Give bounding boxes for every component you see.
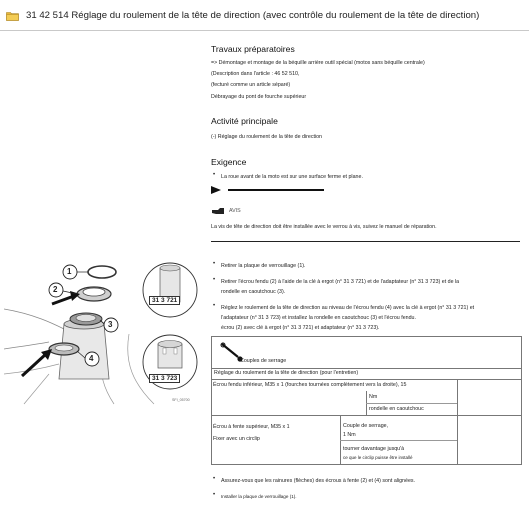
torque-table-header-cell (211, 336, 522, 369)
section-divider (211, 241, 520, 242)
step-3-cont2: écrou (2) avec clé à ergot (n° 31 3 721) et adaptateur (n° 31 3 723). (221, 325, 380, 331)
row-1-divider-right (457, 379, 458, 416)
row-2-divider-right (457, 415, 458, 465)
prep-line-4: Débrayage du pont de fourche supérieur (211, 94, 307, 100)
play-arrow-icon (211, 186, 221, 194)
requirement-bullet: La roue avant de la moto est sur une surface ferme et plane. (221, 174, 363, 180)
warning-text: La vis de tête de direction doit être installée avec le verrou à vis, suivez le manuel de réparation. (211, 224, 437, 230)
torque-row-2-note-2: ce que le circlip puisse être installé (343, 455, 413, 460)
page-header (4, 8, 524, 26)
step-2: Retirer l'écrou fendu (2) à l'aide de la clé à ergot (n° 31 3 721) et de l'adaptateur (n° 31 3 723) et de la (221, 279, 460, 285)
diagram-caption: SFI_05700 (172, 398, 190, 402)
torque-row-1-value: Nm (369, 394, 378, 400)
header-divider (0, 30, 529, 31)
callout-4: 4 (89, 354, 94, 363)
torque-row-1-note: rondelle en caoutchouc (369, 406, 424, 412)
torque-row-2-label-2: Fixer avec un circlip (213, 436, 260, 442)
row-2-inner-rule (340, 440, 457, 441)
step-3: Réglez le roulement de la tête de direction au niveau de l'écrou fendu (4) avec la clé à ergot (n° 31 3 721) et (221, 305, 475, 311)
bullet-icon: • (213, 172, 216, 178)
torque-table-subheader: Réglage du roulement de la tête de direction (pour l'entretien) (214, 370, 359, 376)
requirement-rule (228, 189, 324, 191)
main-activity-line: (-) Réglage du roulement de la tête de direction (211, 134, 323, 140)
steering-head-diagram (4, 254, 201, 407)
final-step-2: Installer la plaque de verrouillage (1). (221, 494, 297, 499)
prep-line-1: => Démontage et montage de la béquille arrière outil spécial (motos sans béquille centrale) (211, 60, 425, 66)
warning-label: AVIS (229, 208, 241, 214)
torque-table (211, 336, 522, 465)
torque-row-1-label: Écrou fendu inférieur, M35 x 1 (fourches tournées complètement vers la droite), 15 (213, 382, 407, 388)
bullet-icon: • (213, 492, 216, 498)
callout-2: 2 (53, 285, 58, 294)
page-title: 31 42 514 Réglage du roulement de la tête de direction (avec contrôle du roulement de la tête de direction) (26, 10, 480, 21)
bullet-icon: • (213, 277, 216, 283)
main-activity-heading: Activité principale (211, 116, 278, 126)
torque-row-2-note: tourner davantage jusqu'à (343, 446, 405, 452)
prep-heading: Travaux préparatoires (211, 44, 295, 54)
bullet-icon: • (213, 476, 216, 482)
hand-warning-icon (212, 207, 226, 215)
step-2-cont: rondelle en caoutchouc (3). (221, 289, 286, 295)
torque-row-2-value: Couple de serrage, (343, 423, 389, 429)
diagram-drawing (4, 254, 201, 407)
tool-label-top: 31 3 721 (149, 296, 180, 305)
row-1-inner-rule (366, 403, 457, 404)
torque-row-2-value-2: 1 Nm (343, 432, 356, 438)
step-1: Retirer la plaque de verrouillage (1). (221, 263, 306, 269)
requirement-heading: Exigence (211, 157, 247, 167)
callout-3: 3 (108, 320, 113, 329)
prep-line-2: (Description dans l'article : 46 52 510, (211, 71, 300, 77)
callout-1: 1 (67, 267, 72, 276)
tool-label-bottom: 31 3 723 (149, 374, 180, 383)
folder-icon (6, 11, 19, 21)
final-step-1: Assurez-vous que les rainures (flèches) des écrous à fente (2) et (4) sont alignées. (221, 478, 416, 484)
step-3-cont: l'adaptateur (n° 31 3 723) et installez la rondelle en caoutchouc (3) et l'écrou fendu. (221, 315, 416, 321)
torque-table-title: Couples de serrage (240, 358, 287, 364)
prep-line-3: (fecturé comme un article séparé) (211, 82, 291, 88)
bullet-icon: • (213, 261, 216, 267)
bullet-icon: • (213, 303, 216, 309)
torque-row-2-label: Écrou à fente supérieur, M35 x 1 (213, 424, 290, 430)
